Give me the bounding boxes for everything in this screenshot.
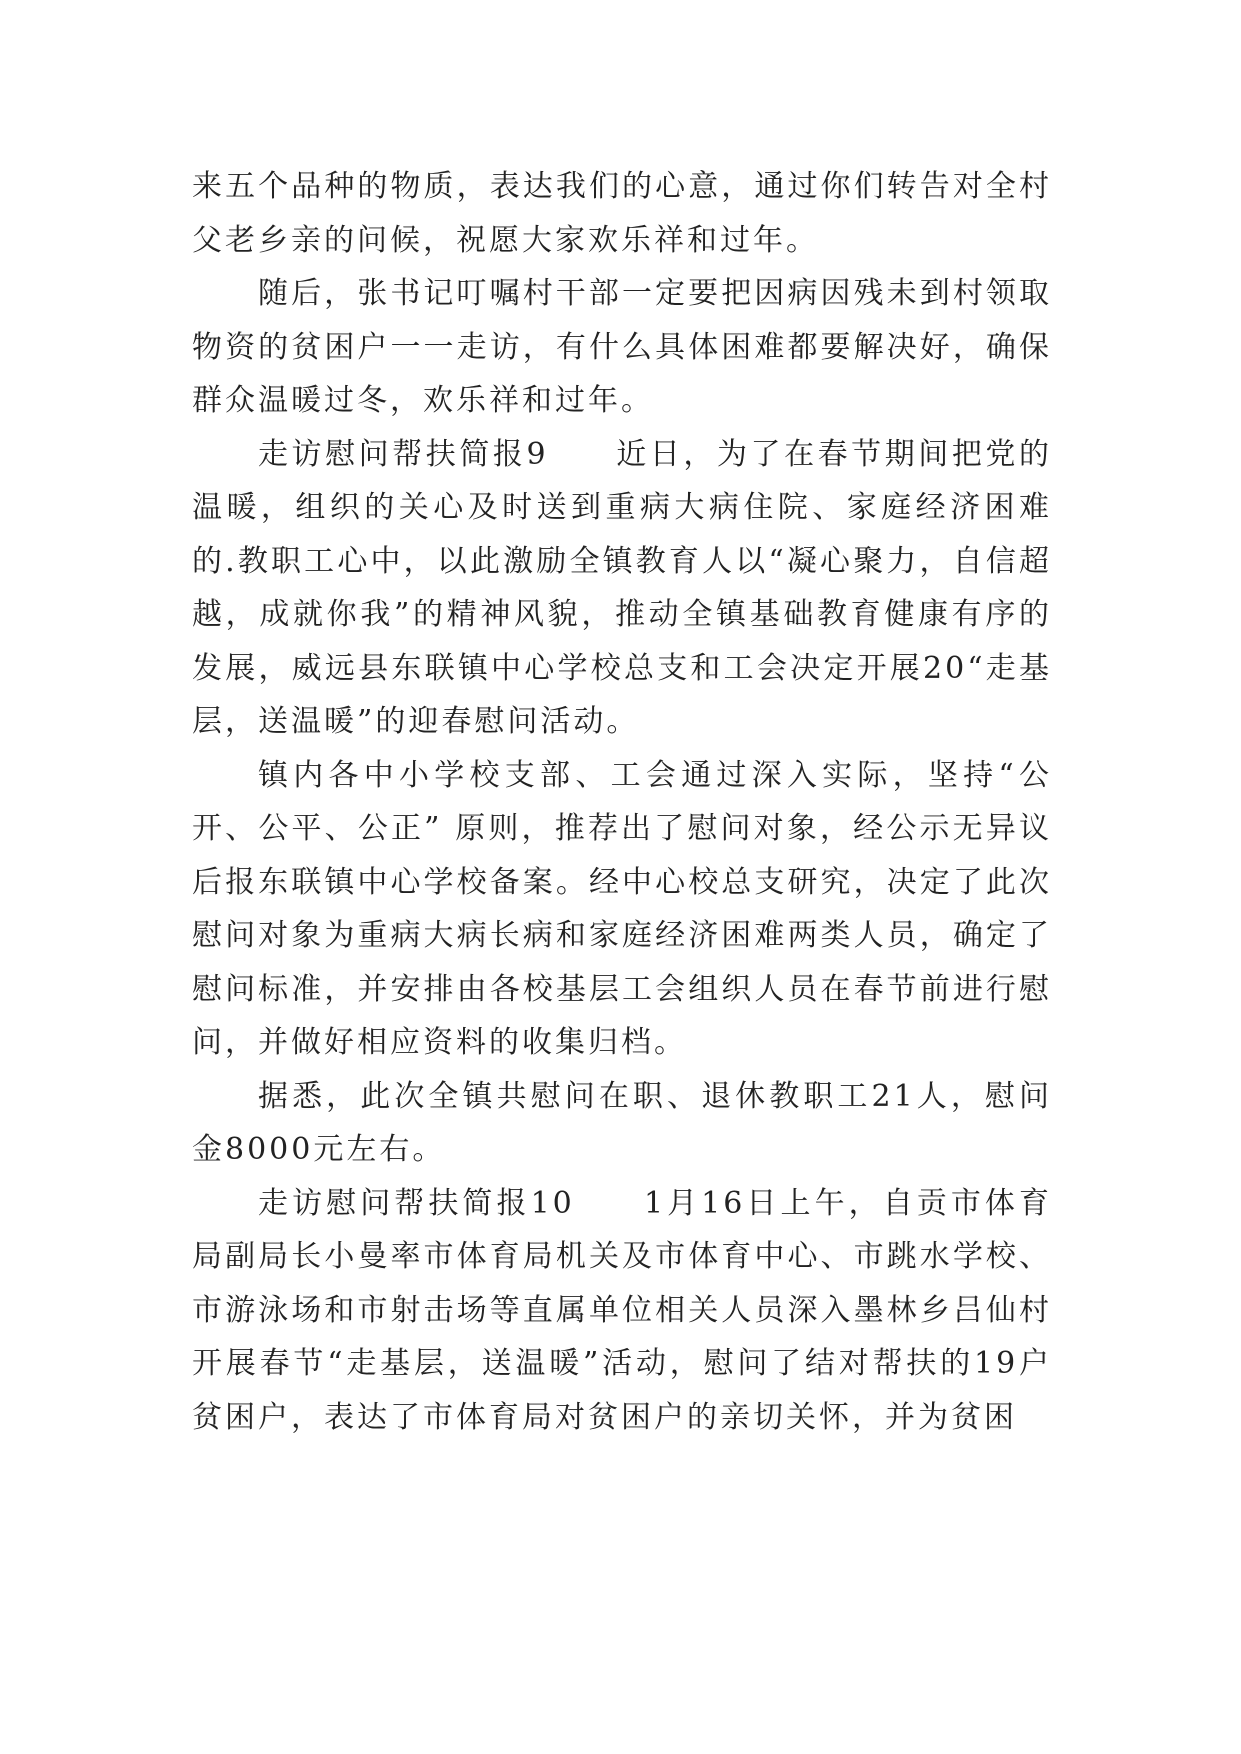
paragraph: 走访慰问帮扶简报9 近日，为了在春节期间把党的温暖，组织的关心及时送到重病大病住院、家庭经济困难的.教职工心中，以此激励全镇教育人以“凝心聚力，自信超越，成就你我”的精神风貌，推动全镇基础教育健康有序的发展，威远县东联镇中心学校总支和工会决定开展20“走基层，送温暖”的迎春慰问活动。 (192, 436, 1052, 739)
document-body (192, 160, 1052, 1444)
paragraph: 走访慰问帮扶简报10 1月16日上午，自贡市体育局副局长小曼率市体育局机关及市体育中心、市跳水学校、市游泳场和市射击场等直属单位相关人员深入墨林乡吕仙村开展春节“走基层，送温暖”活动，慰问了结对帮扶的19户贫困户，表达了市体育局对贫困户的亲切关怀，并为贫困 (192, 1185, 1052, 1435)
paragraph: 据悉，此次全镇共慰问在职、退休教职工21人，慰问金8000元左右。 (192, 1078, 1052, 1167)
paragraph: 随后，张书记叮嘱村干部一定要把因病因残未到村领取物资的贫困户一一走访，有什么具体困难都要解决好，确保群众温暖过冬，欢乐祥和过年。 (192, 276, 1052, 418)
paragraph: 来五个品种的物质，表达我们的心意，通过你们转告对全村父老乡亲的问候，祝愿大家欢乐祥和过年。 (192, 169, 1052, 258)
paragraph: 镇内各中小学校支部、工会通过深入实际，坚持“公开、公平、公正” 原则，推荐出了慰问对象，经公示无异议后报东联镇中心学校备案。经中心校总支研究，决定了此次慰问对象为重病大病长病和家庭经济困难两类人员，确定了慰问标准，并安排由各校基层工会组织人员在春节前进行慰问，并做好相应资料的收集归档。 (192, 757, 1052, 1060)
